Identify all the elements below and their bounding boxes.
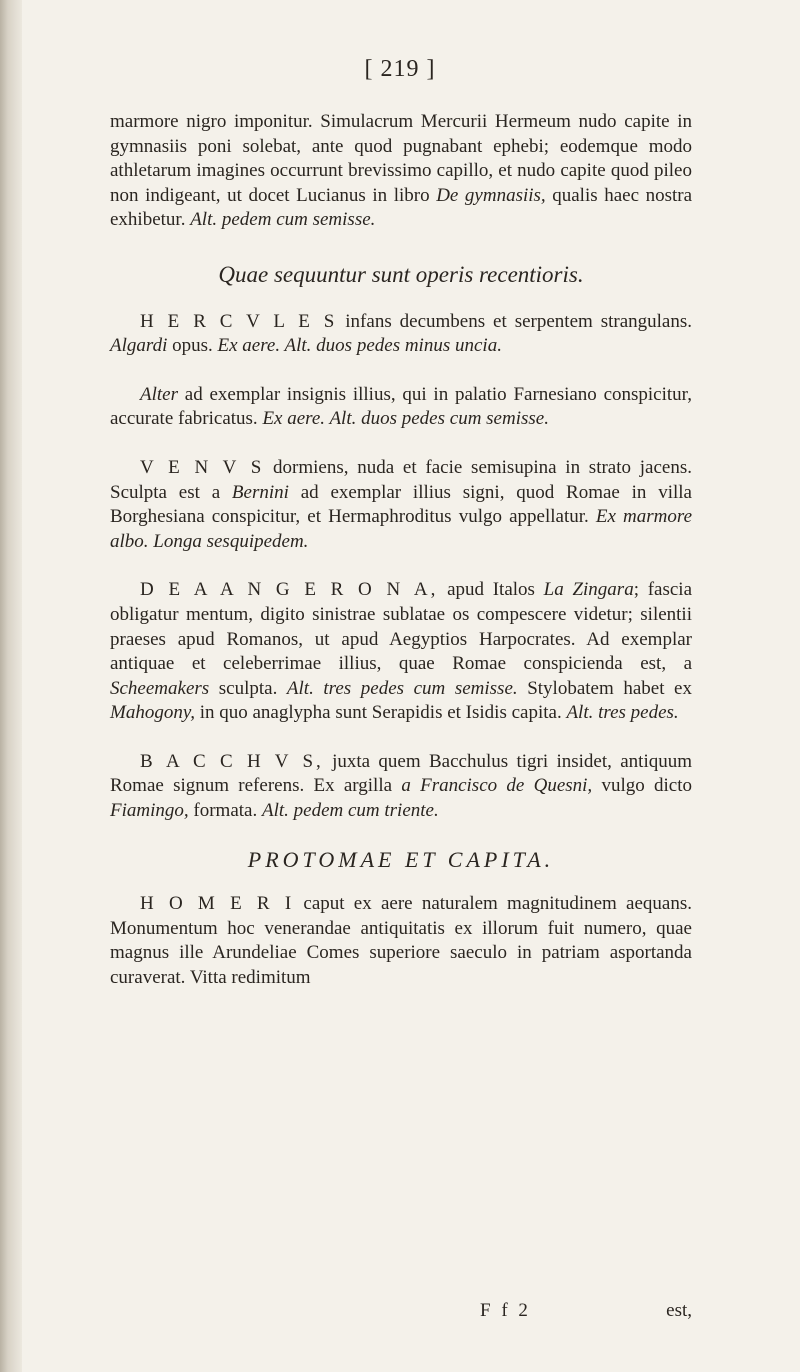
page-body bbox=[110, 110, 692, 991]
entry-dea-angerona: D E A A N G E R O N A, apud Italos La Zingara; fascia obligatur mentum, digito sinistrae sublatae os compescere videtur; silentii praeses apud Romanos, ut apud Aegyptios Harpocrates. Ad exemplar antiquae et celeberrimae illius, quae Romae conspicienda est, a Scheemakers sculpta. Alt. tres pedes cum semisse. Stylobatem habet ex Mahogony, in quo anaglypha sunt Serapidis et Isidis capita. Alt. tres pedes. bbox=[110, 579, 692, 724]
measurement: Ex aere. Alt. duos pedes minus uncia. bbox=[217, 335, 502, 357]
section-heading-protomae: PROTOMAE ET CAPITA. bbox=[247, 846, 555, 872]
page-number: [ 219 ] bbox=[364, 56, 436, 82]
measurement: Ex aere. Alt. duos pedes cum semisse. bbox=[262, 408, 549, 430]
page-footer bbox=[110, 1300, 692, 1326]
entry-name: H E R C V L E S bbox=[140, 310, 338, 332]
measurement: Alt. tres pedes. bbox=[566, 702, 679, 724]
measurement: Alt. tres pedes cum semisse. bbox=[286, 677, 518, 699]
entry-name: H O M E R I bbox=[140, 893, 295, 915]
section-heading: Quae sequuntur sunt operis recentioris. bbox=[218, 261, 584, 287]
entry-name: D E A A N G E R O N A, bbox=[140, 579, 439, 601]
measurement: Alt. pedem cum triente. bbox=[261, 800, 439, 822]
measurement: Ex marmore albo. Longa sesquipedem. bbox=[110, 506, 693, 552]
entry-name: B A C C H V S, bbox=[140, 750, 324, 772]
catchword: est, bbox=[666, 1300, 692, 1321]
entry-hercules-alter: Alter ad exemplar insignis illius, qui in palatio Farnesiano conspicitur, accurate fabricatus. Ex aere. Alt. duos pedes cum semisse. bbox=[110, 383, 692, 430]
entry-hercules: H E R C V L E S infans decumbens et serpentem strangulans. Algardi opus. Ex aere. Alt. duos pedes minus uncia. bbox=[110, 310, 693, 357]
paragraph-mercurius: marmore nigro imponitur. Simulacrum Mercurii Hermeum nudo capite in gymnasiis poni solebat, ante quod pugnabant ephebi; eodemque modo athletarum imagines occurrunt brevissimo capillo, et nudo capite quod pileo non indigeant, ut docet Lucianus in libro De gymnasiis, qualis haec nostra exhibetur. Alt. pedem cum semisse. bbox=[110, 111, 693, 231]
signature-mark: F f 2 bbox=[480, 1300, 531, 1321]
entry-homerus: H O M E R I caput ex aere naturalem magnitudinem aequans. Monumentum hoc venerandae antiquitatis ex illorum fuit numero, quae magnus ille Arundeliae Comes superiore saeculo in patriam asportanda curaverat. Vitta redimitum bbox=[110, 893, 693, 989]
measurement: Alt. pedem cum semisse. bbox=[190, 209, 376, 231]
entry-venus: V E N V S dormiens, nuda et facie semisupina in strato jacens. Sculpta est a Bernini ad exemplar illius signi, quod Romae in villa Borghesiana conspicitur, et Hermaphroditus vulgo appellatur. Ex marmore albo. Longa sesquipedem. bbox=[110, 456, 693, 552]
entry-bacchus: B A C C H V S, juxta quem Bacchulus tigri insidet, antiquum Romae signum referens. Ex argilla a Francisco de Quesni, vulgo dicto Fiamingo, formata. Alt. pedem cum triente. bbox=[110, 750, 692, 822]
entry-name: V E N V S bbox=[140, 456, 265, 478]
